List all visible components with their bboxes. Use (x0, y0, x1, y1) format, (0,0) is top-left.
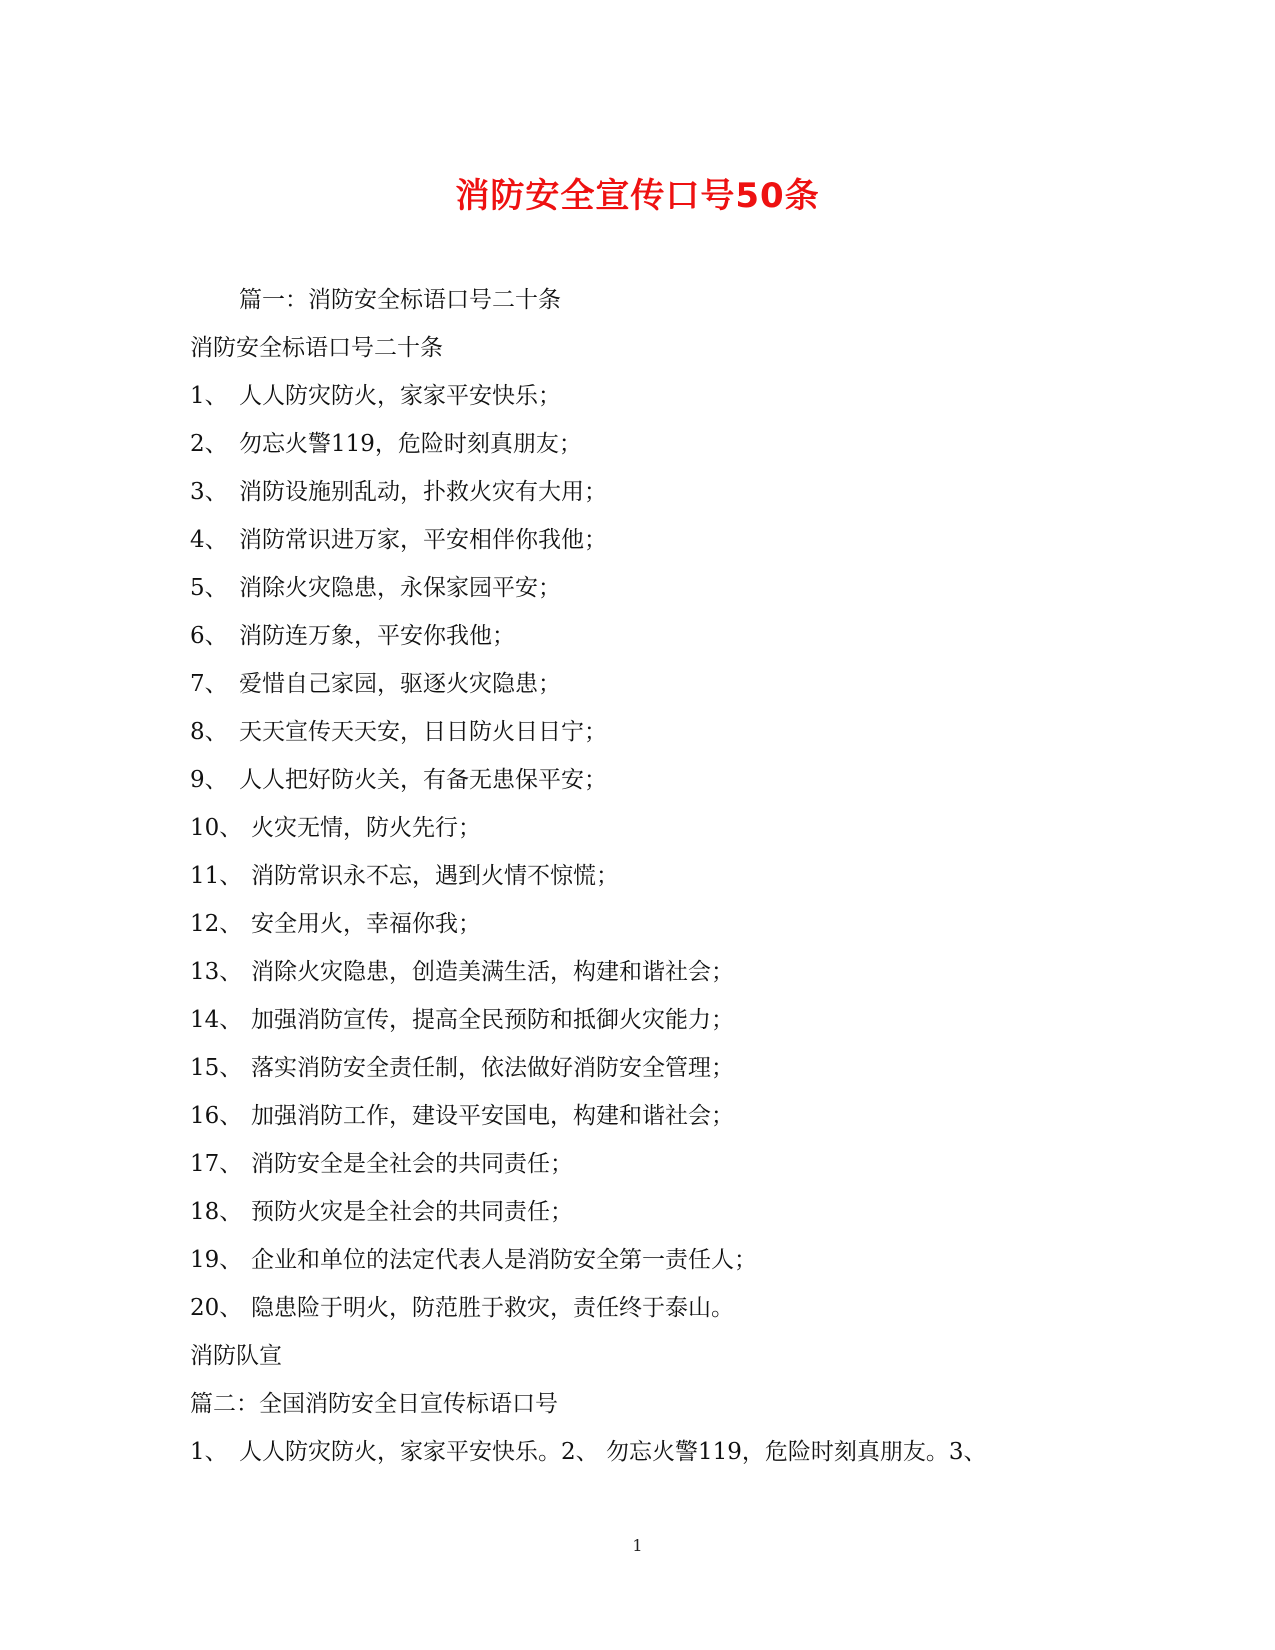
list-item (190, 516, 1090, 564)
list-item (190, 804, 1090, 852)
document-title: 消防安全宣传口号50条 (455, 176, 820, 216)
list-item-number: 15、 (190, 1055, 243, 1081)
section2-first-line (190, 1428, 1090, 1476)
list-item-number: 8、 (190, 719, 228, 745)
list-item-number: 12、 (190, 911, 243, 937)
section1-heading: 篇一：消防安全标语口号二十条 (239, 287, 561, 313)
list-item (190, 756, 1090, 804)
list-item-text: 隐患险于明火，防范胜于救灾，责任终于泰山。 (251, 1295, 734, 1321)
list-item (190, 948, 1090, 996)
list-item-number: 7、 (190, 671, 228, 697)
list-item-number: 14、 (190, 1007, 243, 1033)
list-item-number: 1、 (190, 383, 228, 409)
list-item (190, 468, 1090, 516)
list-item (190, 1044, 1090, 1092)
list-item-text: 火灾无情，防火先行； (251, 815, 481, 841)
list-item-text: 消防安全是全社会的共同责任； (251, 1151, 573, 1177)
list-item (190, 1140, 1090, 1188)
list-item-text: 落实消防安全责任制，依法做好消防安全管理； (251, 1055, 734, 1081)
list-item (190, 900, 1090, 948)
list-item-text: 消防连万象，平安你我他； (239, 623, 515, 649)
list-item-number: 18、 (190, 1199, 243, 1225)
list-item-number: 3、 (190, 479, 228, 505)
slogan-list (190, 372, 1090, 1332)
document-body (190, 276, 1090, 1476)
list-item-text: 天天宣传天天安，日日防火日日宁； (239, 719, 607, 745)
section2-item-text: 人人防灾防火，家家平安快乐。2、 勿忘火警119，危险时刻真朋友。3、 (239, 1439, 987, 1465)
list-item-number: 13、 (190, 959, 243, 985)
list-item (190, 420, 1090, 468)
list-item (190, 996, 1090, 1044)
list-item-text: 企业和单位的法定代表人是消防安全第一责任人； (251, 1247, 757, 1273)
list-item-text: 消防常识进万家，平安相伴你我他； (239, 527, 607, 553)
list-item-number: 11、 (190, 863, 243, 889)
page-number: 1 (632, 1536, 643, 1555)
list-item-text: 爱惜自己家园，驱逐火灾隐患； (239, 671, 561, 697)
list-item (190, 1188, 1090, 1236)
list-item-text: 消防设施别乱动，扑救火灾有大用； (239, 479, 607, 505)
list-item (190, 612, 1090, 660)
list-item-number: 6、 (190, 623, 228, 649)
list-item (190, 564, 1090, 612)
after-list-line: 消防队宣 (190, 1343, 282, 1369)
list-item-number: 17、 (190, 1151, 243, 1177)
section2-item-number: 1、 (190, 1439, 228, 1465)
list-item-number: 9、 (190, 767, 228, 793)
list-item-number: 20、 (190, 1295, 243, 1321)
list-item-number: 10、 (190, 815, 243, 841)
list-item-text: 人人防灾防火，家家平安快乐； (239, 383, 561, 409)
list-item-text: 消防常识永不忘，遇到火情不惊慌； (251, 863, 619, 889)
list-item-text: 勿忘火警119，危险时刻真朋友； (239, 431, 582, 457)
list-item-number: 16、 (190, 1103, 243, 1129)
list-item-text: 消除火灾隐患，创造美满生活，构建和谐社会； (251, 959, 734, 985)
section1-subheading: 消防安全标语口号二十条 (190, 335, 443, 361)
list-item-number: 2、 (190, 431, 228, 457)
list-item-number: 4、 (190, 527, 228, 553)
list-item (190, 1284, 1090, 1332)
list-item (190, 372, 1090, 420)
list-item-number: 5、 (190, 575, 228, 601)
list-item (190, 852, 1090, 900)
list-item-number: 19、 (190, 1247, 243, 1273)
list-item (190, 1236, 1090, 1284)
list-item-text: 安全用火，幸福你我； (251, 911, 481, 937)
list-item-text: 预防火灾是全社会的共同责任； (251, 1199, 573, 1225)
section2-heading: 篇二：全国消防安全日宣传标语口号 (190, 1391, 558, 1417)
list-item (190, 660, 1090, 708)
list-item-text: 人人把好防火关，有备无患保平安； (239, 767, 607, 793)
list-item-text: 消除火灾隐患，永保家园平安； (239, 575, 561, 601)
list-item (190, 708, 1090, 756)
list-item-text: 加强消防工作，建设平安国电，构建和谐社会； (251, 1103, 734, 1129)
list-item-text: 加强消防宣传，提高全民预防和抵御火灾能力； (251, 1007, 734, 1033)
list-item (190, 1092, 1090, 1140)
